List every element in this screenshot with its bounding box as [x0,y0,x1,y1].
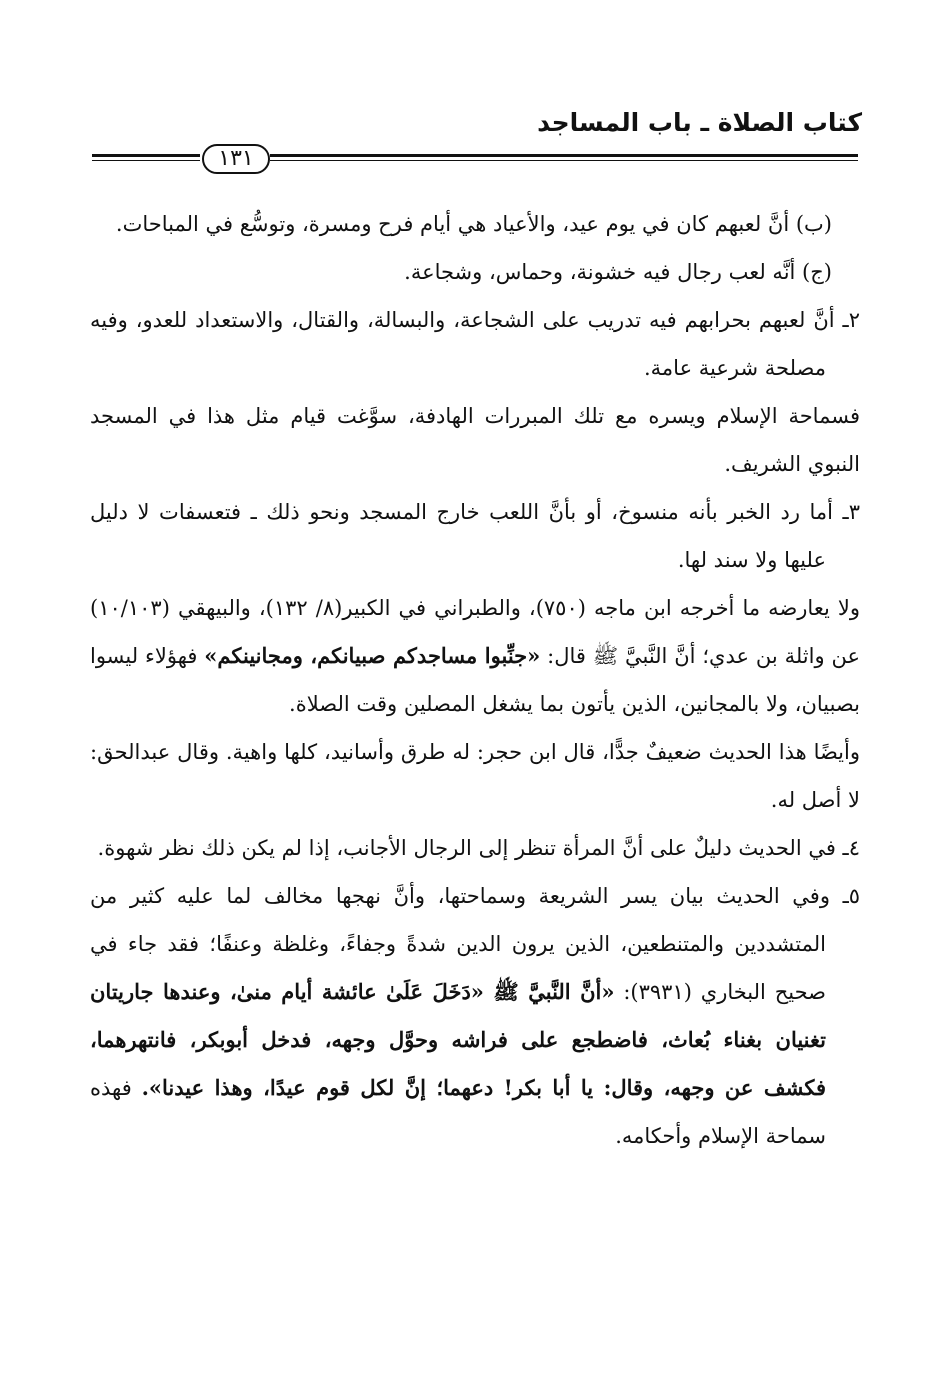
header-rule-right [270,154,858,161]
page-number: ١٣١ [202,144,270,174]
paragraph-b: (ب) أنَّ لعبهم كان في يوم عيد، والأعياد هي أيام فرح ومسرة، وتوسُّع في المباحات. [115,212,832,236]
paragraph-point-2: ٢ـ أنَّ لعبهم بحرابهم فيه تدريب على الشجاعة، والبسالة، والقتال، والاستعداد للعدو، وفيه مصلحة شرعية عامة. [90,308,860,380]
hadith-commentary: فهؤلاء ليسوا بصبيان، ولا بالمجانين، الذين يأتون بما يشغل المصلين وقت الصلاة. [90,644,860,716]
body-text [90,200,860,1160]
paragraph-point-4: ٤ـ في الحديث دليلٌ على أنَّ المرأة تنظر إلى الرجال الأجانب، إذا لم يكن ذلك نظر شهوة. [97,836,860,860]
paragraph-c: (ج) أنَّه لعب رجال فيه خشونة، وحماس، وشجاعة. [404,260,832,284]
header-rule-left [92,154,200,161]
hadith-reference-text: ولا يعارضه ما أخرجه ابن ماجه (٧٥٠)، والطبراني في الكبير(٨/ ١٣٢)، والبيهقي (١٠/١٠٣) عن واثلة بن عدي؛ أنَّ النَّبيَّ ﷺ قال: [90,596,860,668]
paragraph-hadith-reference [90,584,860,728]
paragraph-point-3: ٣ـ أما رد الخبر بأنه منسوخ، أو بأنَّ اللعب خارج المسجد ونحو ذلك ـ فتعسفات لا دليل عليها ولا سند لها. [90,500,860,572]
paragraph-tolerance: فسماحة الإسلام ويسره مع تلك المبررات الهادفة، سوَّغت قيام مثل هذا في المسجد النبوي الشريف. [90,404,860,476]
paragraph-point-5 [90,872,860,1160]
running-head: كتاب الصلاة ـ باب المساجد [537,108,862,137]
paragraph-weakness: وأيضًا هذا الحديث ضعيفٌ جدًّا، قال ابن حجر: له طرق وأسانيد، كلها واهية. وقال عبدالحق: لا أصل له. [90,740,860,812]
closing-remark: فهذه سماحة الإسلام وأحكامه. [90,1076,826,1148]
point-5-text: ٥ـ وفي الحديث بيان يسر الشريعة وسماحتها، وأنَّ نهجها مخالف لما عليه كثير من المتشددين والمتنطعين، الذين يرون الدين شدةً وجفاءً، وغلظة وعنفًا؛ فقد جاء في صحيح البخاري (٣٩٣١): [90,884,860,1004]
bukhari-quote: «أنَّ النَّبيَّ ﷺ «دَخَلَ عَلَىٰ عائشة أيام منىٰ، وعندها جاريتان تغنيان بغناء بُعاث، فاضطجع على فراشه وحوَّل وجهه، فدخل أبوبكر، فانتهرهما، فكشف عن وجهه، وقال: يا أبا بكر! دعهما؛ إنَّ لكل قوم عيدًا، وهذا عيدنا». [90,979,826,1100]
header-rule [92,144,858,174]
hadith-quote: «جنِّبوا مساجدكم صبيانكم، ومجانينكم» [204,643,541,668]
